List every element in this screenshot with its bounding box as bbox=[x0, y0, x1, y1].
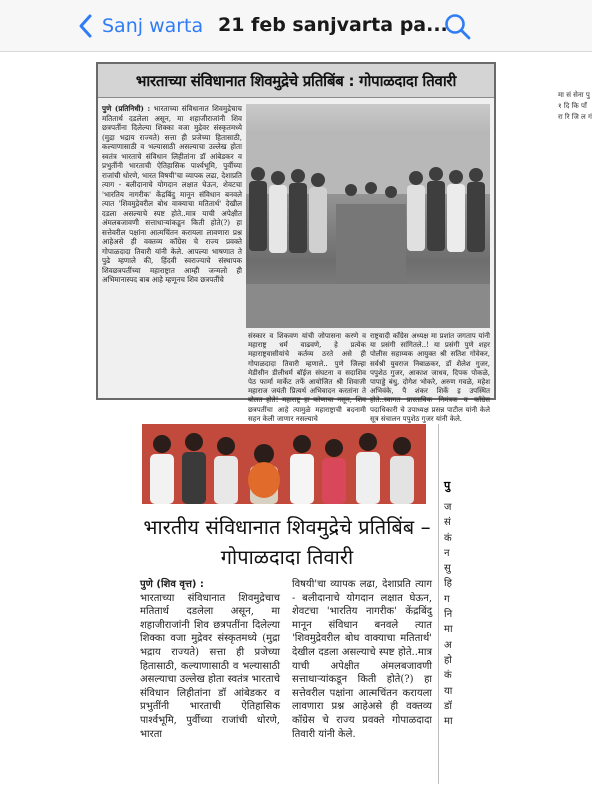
top-nav-bar bbox=[0, 0, 592, 52]
clipping-2-photo bbox=[142, 424, 426, 504]
clipping-2-column-1-text: भारताच्या संविधानात शिवमुद्रेचाच मतितार्थ दडलेला असून, मा शहाजीराजांनी शिव छत्रपतींना दिलेल्या शिक्का वजा मुद्रेवर संस्कृतमध्ये (मुद्रा भद्राय राज्यते) सत्ता ही प्रजेच्या हितासाठी, कल्याणासाठी व भल्यासाठी असल्याचा उल्लेख होता स्वतंत्र भारताचे संविधान लिहीतांना डॉ आंबेडकर व प्रभुतींनी भारताची ऐतिहासिक पार्श्वभूमि, पुर्वीच्या राजांची धोरणे, भारता bbox=[140, 592, 280, 740]
back-button-label: Sanj warta bbox=[102, 15, 204, 37]
clipping-2-column-2: विषयी'चा व्यापक लढा, देशाप्रति त्याग - बलीदानाचे योगदान लक्षात घेऊन, शेवटचा 'भारतिय नागरीक' केंद्रबिंदु मानून संविधान बनवले त्यात 'शिवमुद्रेवरील बोध वाक्याचा मतितार्थ' देखील दडला असल्याचे स्पष्ट होते..मात्र याची अपेक्षीत अंमलबजावणी सत्ताधाऱ्यांकडून किती होते(?) हा सत्तेवरील पक्षांना आत्मचिंतन करायला लावणारा प्रश्न आहेअसे ही वक्तव्य कॉग्रेस चे राज्य प्रवक्ते गोपाळदादा तिवारी यांनी केले. bbox=[292, 579, 432, 740]
crowd-photo-graphic bbox=[246, 134, 490, 328]
search-button[interactable] bbox=[444, 13, 472, 41]
clipping-2-column-1 bbox=[140, 578, 280, 778]
chevron-left-icon bbox=[78, 14, 92, 38]
clipping-2-headline: भारतीय संविधानात शिवमुद्रेचे प्रतिबिंब – गोपाळदादा तिवारी bbox=[143, 515, 431, 569]
adjacent-article-2-dateline: पु bbox=[444, 479, 451, 492]
clipping-1-photo bbox=[246, 104, 490, 328]
adjacent-article-2-fragment: ज सं कं न सु हि ग नि मा अ हो कं या डॉ मा bbox=[444, 502, 453, 728]
clipping-2-dateline: पुणे (शिव वृत्त) : bbox=[140, 579, 204, 590]
garland-ceremony-photo-graphic bbox=[142, 424, 426, 504]
clipping-1-column-1-text: भारताच्या संविधानात शिवमुद्रेचाच मतितार्थ दडलेला असून, मा शहाजीराजांनी शिव छत्रपतींना दिलेल्या शिक्का वजा मुद्रेवर संस्कृतमध्ये (मुद्रा भद्राय राज्यते) सत्ता ही प्रजेच्या हितासाठी, कल्याणासाठी व भल्यासाठी असल्याचा उल्लेख होता स्वतंत्र भारताचे संविधान लिहीतांना डॉ आंबेडकर व प्रभुतींनी भारताची ऐतिहासिक पार्श्वभूमि, पुर्वीच्या राजांची धोरणे, भारत विषयी'चा व्यापक लढा, देशाप्रति त्याग - बलीदानाचे योगदान लक्षात घेऊन, शेवटचा 'भारतिय नागरीक' केंद्रबिंदु मानून संविधान बनवले त्यात 'शिवमुद्रेवरील बोध वाक्याचा मतितार्थ' देखील दडला असल्याचे स्पष्ट होते..मात्र याची अपेक्षीत अंमलबजावणी सत्ताधाऱ्यांकडून किती होते(?) हा सत्तेवरील पक्षांना आत्मचिंतन करायला लावणारा प्रश्न आहेअसे ही वक्तव्य कॉग्रेस चे राज्य प्रवक्ते गोपाळदादा तिवारी यांनी केले. आपल्या भाषणात ते पुढे म्हणाले की, हिंदवी स्वराज्याचे संस्थापक शिवछत्रपतींच्या महाराष्ट्रात आम्ही जन्मलो ही अभिमानास्पद बाब आहे म्हणूनच शिव छत्रपतींचे bbox=[102, 104, 242, 284]
adjacent-article-fragment: मा सं सेना पु १ दि कि पाँ रा रि जि ल गं bbox=[558, 91, 592, 121]
search-icon bbox=[444, 13, 472, 41]
clipping-1-dateline: पुणे (प्रतिनिधी) : bbox=[102, 104, 151, 113]
clipping-1-column-3: राष्ट्रवादी काँग्रेस अध्यक्ष मा प्रशांत जगताप यांनी या प्रसंगी सांगितले..! या प्रसंगी पुणे शहर पोलीस सहाय्यक आयुक्त श्री सतिश गोवेकर, सर्वश्री युवराज निबाळकर, डॉ शैलेश गुजर, पपुशेठ गुजर, आकाश जाधव, दिपक पोकळे, पापाड्डे बंधु, दोगेश भोकरे, अरुण गवळे, महेश अभिवंके, पै शंकर शिर्के इ उपस्थित होते..स्वागत प्रास्ताविक निमंत्रक व कॉग्रेस पदाधिकारी चे उपाध्यक्ष प्रसन्न पाटील यांनी केले सूत्र संचालन पपुशेठ गुजर यांनी केले. bbox=[370, 332, 490, 423]
clipping-1-column-2: संस्कार व शिकवण यांची जोपासना करणे व महाराष्ट्र धर्म वाढवणे, हे प्रत्येक महाराष्ट्रवासीयांचे कर्तव्य ठरते असे ही गोपाळदादा तिवारी म्हणाले.. पुणे जिल्हा मेडीसीन डीलीधर्म बॉईज संघटना व सदाशिव पेठ फार्मा मार्केट तर्फे आयोजित श्री शिवाजी महाराज जयंती प्रित्यर्थ अभिवादन करतांना ते बोलत होते! महाराष्ट्र हा कोणाचा नसून, शिव छत्रपतींचा आहे त्यामुळे महाराष्ट्राची बदनामी सहन केली जाणार नसल्याचे bbox=[248, 332, 366, 423]
clipping-1-headline: भारताच्या संविधानात शिवमुद्रेचे प्रतिबिंब : गोपाळदादा तिवारी bbox=[98, 64, 494, 98]
document-title: 21 feb sanjvarta pa... bbox=[218, 14, 448, 36]
clipping-1-column-1 bbox=[102, 104, 242, 396]
column-divider bbox=[438, 424, 439, 784]
newspaper-clipping-1 bbox=[96, 62, 496, 423]
back-button[interactable] bbox=[78, 12, 203, 40]
